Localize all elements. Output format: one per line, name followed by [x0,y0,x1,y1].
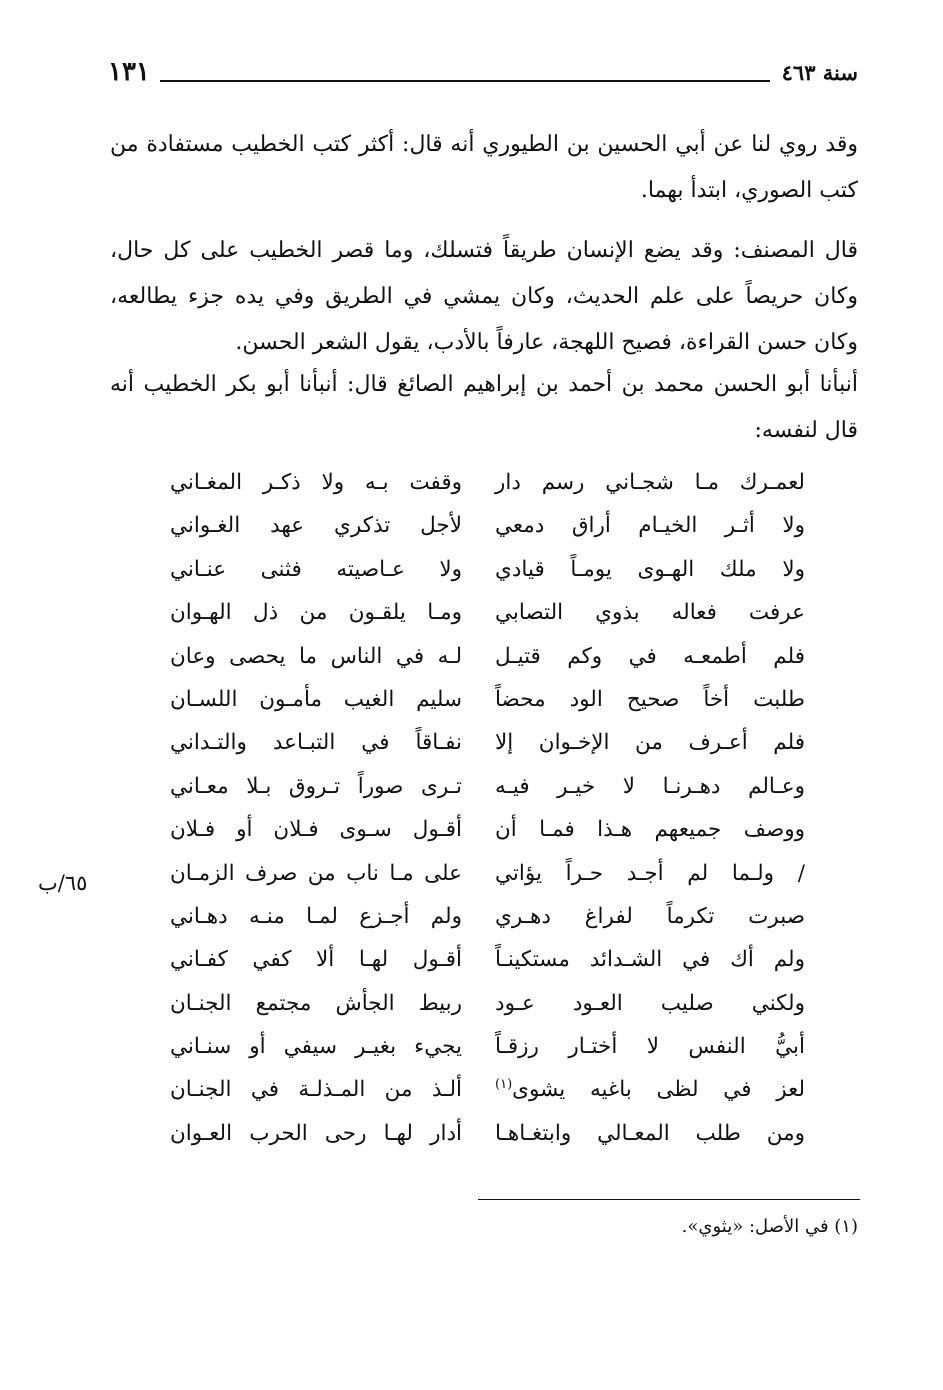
poem-verse [170,991,805,1034]
running-header-year: سنة ٤٦٣ [781,60,858,85]
verse-second-hemistich: لـه في الناس ما يحصى وعان [170,643,462,669]
verse-first-hemistich: وعـالم دهـرنـا لا خيـر فيـه [495,773,805,799]
verse-first-hemistich: ومن طلب المعـالي وابتغـاهـا [495,1120,805,1146]
verse-first-hemistich: صبرت تكرماً لفراغ دهـري [495,903,805,929]
verse-second-hemistich: سليم الغيب مأمـون اللسـان [170,686,462,712]
poem-verse [170,470,805,513]
verse-second-hemistich: نفـاقاً في التبـاعد والتـداني [170,730,462,756]
verse-second-hemistich: ألـذ من المـذلـة في الجنـان [170,1077,462,1103]
manuscript-folio-note: ٦٥/ب [38,871,88,895]
paragraph-2: قال المصنف: وقد يضع الإنسان طريقاً فتسلك، وما قصر الخطيب على كل حال، وكان حريصاً على علم الحديث، وكان يمشي في الطريق وفي يده جزء يطالعه، وكان حسن القراءة، فصيح اللهجة، عارفاً بالأدب، يقول الشعر الحسن. [110,238,858,355]
poem-verse [170,1077,805,1120]
verse-first-hemistich: ووصف جميعهم هـذا فمـا أن [495,817,805,843]
poem-verse [170,513,805,556]
poem-verse [170,600,805,643]
verse-first-hemistich: فلم أعـرف من الإخـوان إلا [495,730,805,756]
poem-verse [170,904,805,947]
poem-verse [170,1121,805,1164]
poem-verse [170,947,805,990]
verse-first-hemistich: ولم أك في الشـدائد مستكينـاً [495,947,805,973]
footnote-rule [478,1199,860,1200]
verse-second-hemistich: أقـول لهـا ألا كفي كفـاني [170,947,462,973]
footnote: (١) في الأصل: «يثوي». [681,1216,858,1237]
verse-first-hemistich: لعز في لظى باغيه يشوى$^{(١)}$ [495,1077,805,1103]
verse-second-hemistich: لأجل تذكري عهد الغـواني [170,513,462,539]
verse-second-hemistich: أدار لهـا رحى الحرب العـوان [170,1120,462,1146]
poem [170,470,805,1164]
poem-verse [170,730,805,773]
poem-verse [170,861,805,904]
header-rule [160,80,770,82]
verse-second-hemistich: ولا عـاصيته فثنى عنـاني [170,556,462,582]
verse-second-hemistich: تـرى صوراً تـروق بـلا معـاني [170,773,462,799]
verse-second-hemistich: يجيء بغيـر سيفي أو سنـاني [170,1034,462,1060]
verse-second-hemistich: وقفت بـه ولا ذكـر المغـاني [170,470,462,495]
verse-first-hemistich: طلبت أخاً صحيح الود محضاً [495,686,805,712]
verse-first-hemistich: عرفت فعاله بذوي التصابي [495,600,805,626]
verse-first-hemistich: فلم أطمعـه في وكم قتيـل [495,643,805,669]
verse-first-hemistich: أبيُّ النفس لا أختـار رزقـاً [495,1034,805,1060]
verse-second-hemistich: ومـا يلقـون من ذل الهـوان [170,600,462,626]
verse-second-hemistich: على مـا ناب من صرف الزمـان [170,860,462,886]
poem-verse [170,817,805,860]
paragraph-3: أنبأنا أبو الحسن محمد بن أحمد بن إبراهيم الصائغ قال: أنبأنا أبو بكر الخطيب أنه قال لنفسه: [110,372,858,443]
verse-first-hemistich: ولا ملك الهـوى يومـاً قيادي [495,556,805,582]
poem-verse [170,687,805,730]
verse-first-hemistich: / ولـما لم أجـد حـراً يؤاتي [495,860,805,886]
verse-second-hemistich: أقـول سـوى فـلان أو فـلان [170,817,462,843]
paragraph-1: وقد روي لنا عن أبي الحسين بن الطيوري أنه قال: أكثر كتب الخطيب مستفادة من كتب الصوري، ابتدأ بهما. [110,132,858,203]
footnote-marker: (١) [495,1077,513,1093]
verse-first-hemistich: ولكني صليب العـود عـود [495,990,805,1016]
poem-verse [170,774,805,817]
verse-second-hemistich: ولم أجـزع لمـا منـه دهـاني [170,903,462,929]
page-number: ١٣١ [108,57,150,87]
poem-verse [170,644,805,687]
verse-first-hemistich: ولا أثـر الخيـام أراق دمعي [495,513,805,539]
poem-verse [170,1034,805,1077]
poem-verse [170,557,805,600]
verse-first-hemistich: لعمـرك مـا شجـاني رسم دار [495,470,805,495]
verse-second-hemistich: ربيط الجأش مجتمع الجنـان [170,990,462,1016]
